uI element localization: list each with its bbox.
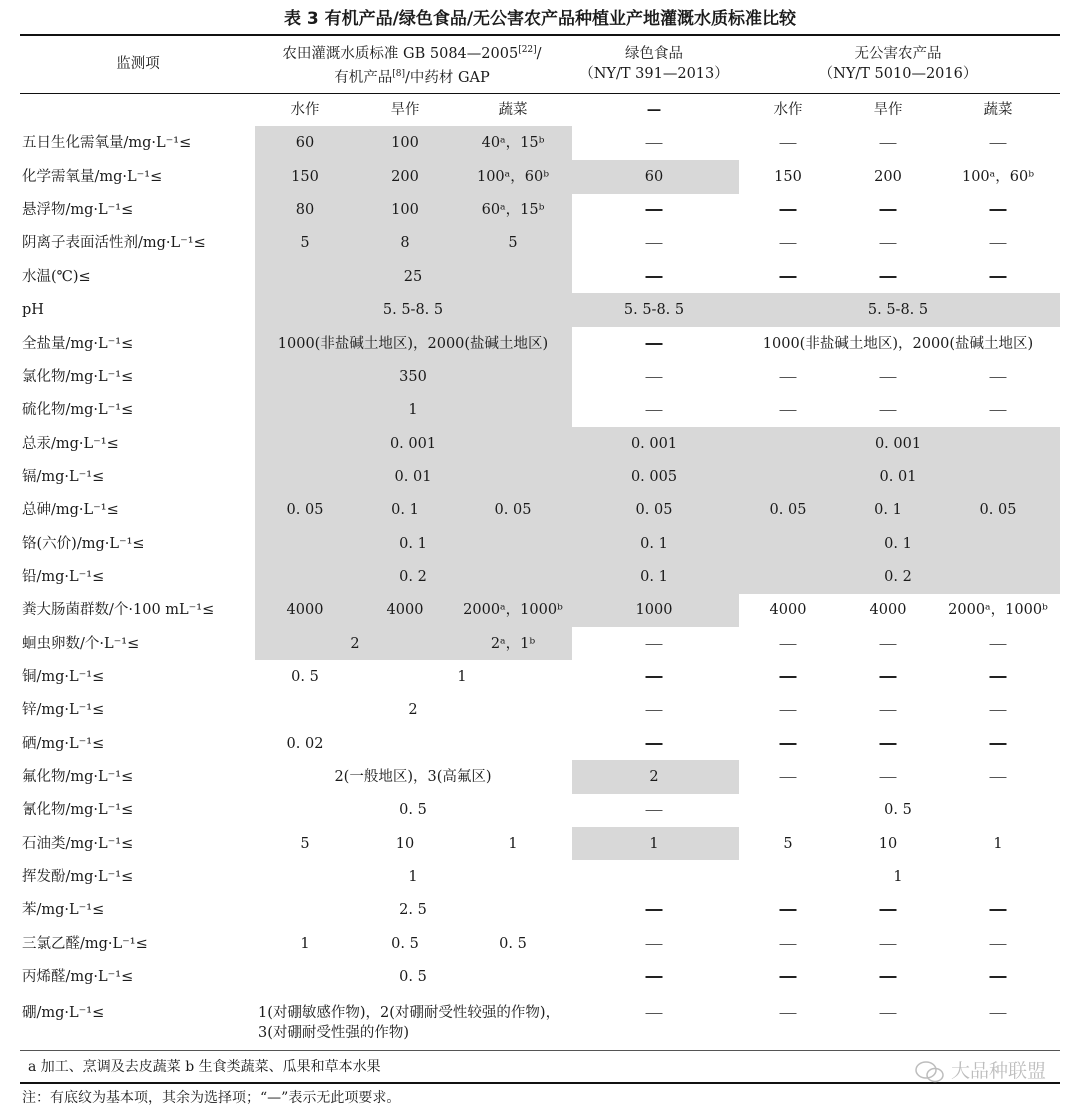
row-label: 氰化物/mg·L⁻¹≤ xyxy=(22,802,134,818)
cell: 2000ᵃ，1000ᵇ xyxy=(463,602,563,618)
cell: 0. 1 xyxy=(391,502,419,518)
sub-green: — xyxy=(646,101,662,118)
dash-cell xyxy=(990,368,1007,386)
cell: 5. 5-8. 5 xyxy=(867,302,929,318)
dash-cell xyxy=(646,368,663,386)
cell: 0. 1 xyxy=(640,536,668,552)
cell: 1 xyxy=(408,869,418,885)
row-label: 铅/mg·L⁻¹≤ xyxy=(22,569,105,585)
cell: 2000ᵃ，1000ᵇ xyxy=(948,602,1048,618)
dash-cell xyxy=(990,701,1007,719)
cell: 2. 5 xyxy=(399,902,427,918)
cell: 5. 5-8. 5 xyxy=(382,302,444,318)
dash-cell xyxy=(990,201,1007,219)
row-label: 化学需氧量/mg·L⁻¹≤ xyxy=(22,169,163,185)
cell: 80 xyxy=(295,202,315,218)
cell: 0. 02 xyxy=(286,736,324,752)
wechat-icon xyxy=(915,1061,945,1083)
sub-water-2: 水作 xyxy=(773,102,803,118)
cell: 200 xyxy=(874,169,902,185)
cell: 10 xyxy=(395,836,415,852)
cell: 4000 xyxy=(769,602,807,618)
header-green: 绿色食品 （NY/T 391—2013） xyxy=(579,46,729,82)
row-label: 全盐量/mg·L⁻¹≤ xyxy=(22,336,134,352)
cell: 0. 5 xyxy=(499,936,527,952)
row-label: 五日生化需氧量/mg·L⁻¹≤ xyxy=(22,135,192,151)
row-label: 丙烯醛/mg·L⁻¹≤ xyxy=(22,969,134,985)
cell: 0. 001 xyxy=(874,436,922,452)
cell: 150 xyxy=(291,169,319,185)
dash-cell xyxy=(780,768,797,786)
cell: 0. 05 xyxy=(286,502,324,518)
dash-cell xyxy=(880,234,897,252)
cell: 100ᵃ，60ᵇ xyxy=(476,169,550,185)
row-label: 苯/mg·L⁻¹≤ xyxy=(22,902,105,918)
cell: 200 xyxy=(391,169,419,185)
cell: 0. 05 xyxy=(494,502,532,518)
cell: 2(一般地区)，3(高氟区) xyxy=(334,769,492,785)
row-label: 氟化物/mg·L⁻¹≤ xyxy=(22,769,134,785)
cell: 0. 5 xyxy=(391,936,419,952)
dash-cell xyxy=(880,935,897,953)
row-label: 铬(六价)/mg·L⁻¹≤ xyxy=(22,536,145,552)
cell: 60 xyxy=(295,135,315,151)
row-label: 挥发酚/mg·L⁻¹≤ xyxy=(22,869,134,885)
cell: 0. 05 xyxy=(635,502,673,518)
sub-dry: 旱作 xyxy=(390,102,420,118)
row-label: pH xyxy=(22,302,44,318)
cell: 0. 5 xyxy=(291,669,319,685)
cell: 0. 1 xyxy=(884,536,912,552)
cell: 5. 5-8. 5 xyxy=(623,302,685,318)
cell: 4000 xyxy=(386,602,424,618)
dash-cell xyxy=(990,234,1007,252)
sub-dry-2: 旱作 xyxy=(873,102,903,118)
dash-cell xyxy=(990,735,1007,753)
dash-cell xyxy=(990,401,1007,419)
row-label: 硼/mg·L⁻¹≤ xyxy=(22,1005,105,1021)
cell: 1 xyxy=(300,936,310,952)
cell: 0. 5 xyxy=(399,969,427,985)
cell: 8 xyxy=(400,235,410,251)
row-label: 蛔虫卵数/个·L⁻¹≤ xyxy=(22,636,140,652)
cell: 0. 5 xyxy=(399,802,427,818)
cell: 1000(非盐碱土地区)，2000(盐碱土地区) xyxy=(277,336,549,352)
cell: 2 xyxy=(408,702,418,718)
cell: 0. 2 xyxy=(884,569,912,585)
cell: 0. 01 xyxy=(394,469,432,485)
dash-cell xyxy=(646,901,663,919)
cell: 1 xyxy=(893,869,903,885)
cell: 1 xyxy=(508,836,518,852)
dash-cell xyxy=(780,368,797,386)
cell: 60ᵃ，15ᵇ xyxy=(481,202,545,218)
header-wgh: 无公害农产品 （NY/T 5010—2016） xyxy=(818,46,978,82)
row-label: 氯化物/mg·L⁻¹≤ xyxy=(22,369,134,385)
top-rule xyxy=(20,34,1060,36)
sub-veg-2: 蔬菜 xyxy=(983,102,1013,118)
row-label: 水温(℃)≤ xyxy=(22,269,91,285)
cell: 1 xyxy=(993,836,1003,852)
dash-cell xyxy=(646,968,663,986)
cell: 0. 1 xyxy=(640,569,668,585)
cell: 0. 5 xyxy=(884,802,912,818)
cell: 5 xyxy=(300,235,310,251)
sub-veg: 蔬菜 xyxy=(498,102,528,118)
cell: 0. 1 xyxy=(874,502,902,518)
cell: 0. 1 xyxy=(399,536,427,552)
row-label: 锌/mg·L⁻¹≤ xyxy=(22,702,105,718)
cell: 100 xyxy=(391,135,419,151)
cell: 0. 005 xyxy=(630,469,678,485)
dash-cell xyxy=(646,268,663,286)
row-label: 悬浮物/mg·L⁻¹≤ xyxy=(22,202,134,218)
dash-cell xyxy=(990,668,1007,686)
dash-cell xyxy=(880,968,897,986)
dash-cell xyxy=(880,1004,897,1022)
watermark xyxy=(915,1056,1046,1083)
sub-water: 水作 xyxy=(290,102,320,118)
dash-cell xyxy=(780,668,797,686)
dash-cell xyxy=(880,401,897,419)
dash-cell xyxy=(880,735,897,753)
dash-cell xyxy=(880,901,897,919)
dash-cell xyxy=(780,234,797,252)
dash-cell xyxy=(780,1004,797,1022)
dash-cell xyxy=(990,935,1007,953)
dash-cell xyxy=(990,968,1007,986)
cell: 4000 xyxy=(286,602,324,618)
dash-cell xyxy=(646,701,663,719)
dash-cell xyxy=(780,735,797,753)
cell: 5 xyxy=(300,836,310,852)
header-item: 监测项 xyxy=(116,56,160,72)
row-label: 阴离子表面活性剂/mg·L⁻¹≤ xyxy=(22,235,206,251)
dash-cell xyxy=(780,901,797,919)
cell: 100ᵃ，60ᵇ xyxy=(961,169,1035,185)
header-gb: 农田灌溉水质标准 GB 5084—2005[22]/ 有机产品[8]/中药材 GAP xyxy=(282,45,542,86)
row-label: 总砷/mg·L⁻¹≤ xyxy=(22,502,119,518)
dash-cell xyxy=(780,401,797,419)
dash-cell xyxy=(880,368,897,386)
footnote-rule xyxy=(20,1050,1060,1051)
row-label: 三氯乙醛/mg·L⁻¹≤ xyxy=(22,936,148,952)
dash-cell xyxy=(990,768,1007,786)
dash-cell xyxy=(780,635,797,653)
dash-cell xyxy=(880,668,897,686)
cell: 0. 05 xyxy=(979,502,1017,518)
dash-cell xyxy=(880,201,897,219)
dash-cell xyxy=(990,901,1007,919)
dash-cell xyxy=(780,268,797,286)
row-label: 硫化物/mg·L⁻¹≤ xyxy=(22,402,134,418)
cell: 0. 001 xyxy=(630,436,678,452)
dash-cell xyxy=(880,701,897,719)
cell: 2 xyxy=(649,769,659,785)
footnote-ab: a 加工、烹调及去皮蔬菜 b 生食类蔬菜、瓜果和草本水果 xyxy=(28,1059,381,1075)
dash-cell xyxy=(780,134,797,152)
dash-cell xyxy=(646,335,663,353)
dash-cell xyxy=(990,635,1007,653)
row-label: 粪大肠菌群数/个·100 mL⁻¹≤ xyxy=(22,602,215,618)
cell: 4000 xyxy=(869,602,907,618)
dash-cell xyxy=(880,268,897,286)
watermark-text: 大品种联盟 xyxy=(950,1060,1046,1082)
cell: 10 xyxy=(878,836,898,852)
cell: 2 xyxy=(350,636,360,652)
cell: 1000(非盐碱土地区)，2000(盐碱土地区) xyxy=(762,336,1034,352)
cell: 1 xyxy=(649,836,659,852)
cell: 60 xyxy=(644,169,664,185)
cell: 100 xyxy=(391,202,419,218)
dash-cell xyxy=(780,968,797,986)
cell: 5 xyxy=(508,235,518,251)
dash-cell xyxy=(646,401,663,419)
cell: 350 xyxy=(399,369,427,385)
dash-cell xyxy=(646,935,663,953)
cell: 0. 01 xyxy=(879,469,917,485)
dash-cell xyxy=(780,701,797,719)
dash-cell xyxy=(780,935,797,953)
cell: 40ᵃ，15ᵇ xyxy=(481,135,545,151)
cell: 150 xyxy=(774,169,802,185)
dash-cell xyxy=(646,735,663,753)
cell: 25 xyxy=(403,269,423,285)
row-label: 石油类/mg·L⁻¹≤ xyxy=(22,836,134,852)
dash-cell xyxy=(880,768,897,786)
cell: 1 xyxy=(408,402,418,418)
cell: 0. 2 xyxy=(399,569,427,585)
row-label: 硒/mg·L⁻¹≤ xyxy=(22,736,105,752)
table-caption: 表 3 有机产品/绿色食品/无公害农产品种植业产地灌溉水质标准比较 xyxy=(283,9,797,29)
cell-boron: 1(对硼敏感作物)，2(对硼耐受性较强的作物)，3(对硼耐受性强的作物) xyxy=(258,1005,561,1041)
cell: 1 xyxy=(457,669,467,685)
dash-cell xyxy=(646,134,663,152)
dash-cell xyxy=(646,668,663,686)
dash-cell xyxy=(880,134,897,152)
dash-cell xyxy=(646,201,663,219)
dash-cell xyxy=(646,234,663,252)
header-rule xyxy=(20,93,1060,94)
row-label: 铜/mg·L⁻¹≤ xyxy=(22,669,105,685)
dash-cell xyxy=(880,635,897,653)
cell: 5 xyxy=(783,836,793,852)
dash-cell xyxy=(646,635,663,653)
cell: 0. 05 xyxy=(769,502,807,518)
cell: 0. 001 xyxy=(389,436,437,452)
dash-cell xyxy=(780,201,797,219)
dash-cell xyxy=(646,1004,663,1022)
row-label: 总汞/mg·L⁻¹≤ xyxy=(22,436,119,452)
dash-cell xyxy=(990,268,1007,286)
dash-cell xyxy=(990,134,1007,152)
dash-cell xyxy=(990,1004,1007,1022)
bottom-rule xyxy=(20,1082,1060,1084)
row-label: 镉/mg·L⁻¹≤ xyxy=(22,469,105,485)
footnote-note: 注：有底纹为基本项，其余为选择项；“—”表示无此项要求。 xyxy=(22,1090,401,1106)
cell: 2ᵃ，1ᵇ xyxy=(490,636,536,652)
dash-cell xyxy=(646,801,663,819)
cell: 1000 xyxy=(635,602,673,618)
